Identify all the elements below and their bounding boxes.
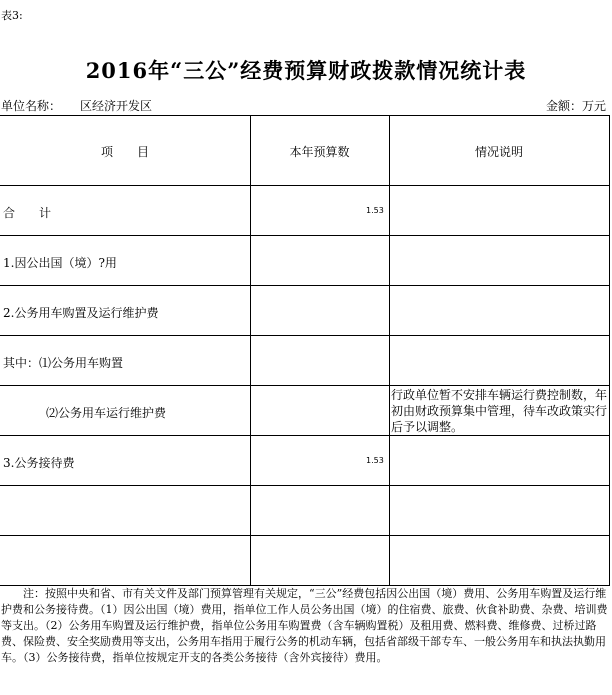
row-divider — [0, 535, 610, 536]
amount-unit-label: 金额：万元 — [545, 99, 606, 113]
row-divider — [0, 285, 610, 286]
row-item-vehicle-purchase: 其中：⑴公务用车购置 — [3, 356, 124, 370]
row-divider — [0, 485, 610, 486]
table-border-right — [609, 115, 610, 585]
row-divider — [0, 185, 610, 186]
row-divider — [0, 435, 610, 436]
table-number-label: 表3: — [1, 9, 23, 22]
row-item-vehicle-maintenance: ⑵公务用车运行维护费 — [46, 406, 167, 420]
table-border-top — [0, 115, 610, 116]
row-divider — [0, 235, 610, 236]
footnote: 注：按照中央和省、市有关文件及部门预算管理有关规定，“三公”经费包括因公出国（境）费用、公务用车购置及运行维护费和公务接待费。（1）因公出国（境）费用，指单位工作人员公务出国（境）的住宿费、旅费、伙食补助费、杂费、培训费等支出。（2）公务用车购置及运行维护费，指单位公务用车购置费（含车辆购置税）及租用费、燃料费、维修费、过桥过路费、保险费、安全奖励费用等支出，公务用车指用于履行公务的机动车辆，包括省部级干部专车、一般公务用车和执法执勤用车。（3）公务接待费，指单位按规定开支的各类公务接待（含外宾接待）费用。 — [1, 587, 608, 664]
row-item-overseas: 1.因公出国（境）?用 — [3, 256, 117, 270]
row-remark-vehicle-maintenance: 行政单位暂不安排车辆运行费控制数，年初由财政预算集中管理，待车改政策实行后予以调整。 — [391, 388, 608, 434]
row-item-total: 合 计 — [3, 206, 52, 220]
row-divider — [0, 335, 610, 336]
page-title: 2016年“三公”经费预算财政拨款情况统计表 — [85, 58, 527, 83]
column-divider — [250, 115, 251, 585]
row-item-reception: 3.公务接待费 — [3, 456, 75, 470]
row-budget-reception: 1.53 — [366, 456, 384, 465]
row-divider — [0, 385, 610, 386]
row-budget-total: 1.53 — [366, 206, 384, 215]
header-budget: 本年预算数 — [289, 145, 350, 159]
unit-name-value: 区经济开发区 — [80, 99, 153, 113]
header-remark: 情况说明 — [474, 145, 523, 159]
row-item-vehicle: 2.公务用车购置及运行维护费 — [3, 306, 159, 320]
column-divider — [389, 115, 390, 585]
unit-name-label: 单位名称： — [1, 99, 62, 113]
header-item: 项 目 — [100, 145, 149, 159]
